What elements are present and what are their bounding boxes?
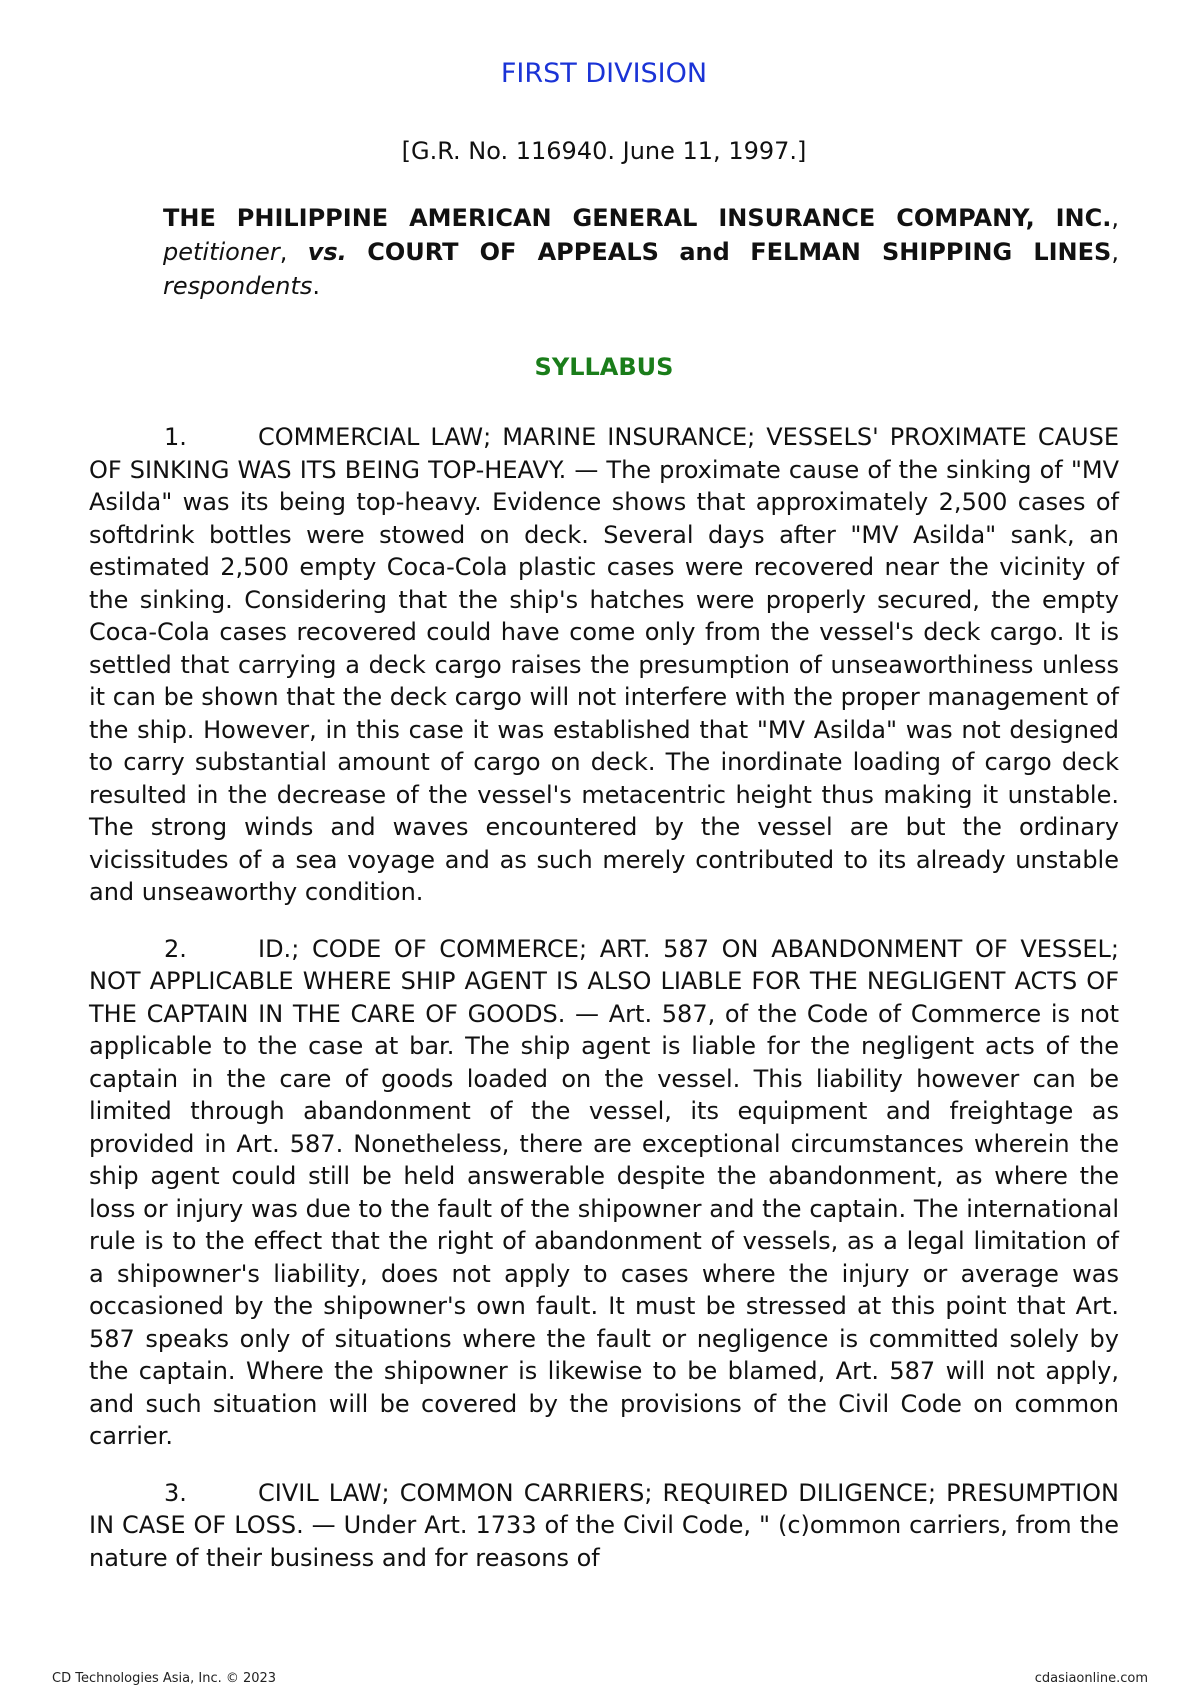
petitioner-name: THE PHILIPPINE AMERICAN GENERAL INSURANCE COMPANY, INC. — [163, 204, 1112, 232]
syllabus-item-text: CIVIL LAW; COMMON CARRIERS; REQUIRED DILIGENCE; PRESUMPTION IN CASE OF LOSS. — Under Art. 1733 of the Civil Code, " (c)ommon carriers, from the nature of their business and for reasons of — [89, 1478, 1119, 1572]
syllabus-item-text: COMMERCIAL LAW; MARINE INSURANCE; VESSELS' PROXIMATE CAUSE OF SINKING WAS ITS BEING TOP-HEAVY. — The proximate cause of the sinking of "MV Asilda" was its being top-heavy. Evidence shows that approximately 2,500 cases of softdrink bottles were stowed on deck. Several days after "MV Asilda" sank, an estimated 2,500 empty Coca-Cola plastic cases were recovered near the vicinity of the sinking. Considering that the ship's hatches were properly secured, the empty Coca-Cola cases recovered could have come only from the vessel's deck cargo. It is settled that carrying a deck cargo raises the presumption of unseaworthiness unless it can be shown that the deck cargo will not interfere with the proper management of the ship. However, in this case it was established that "MV Asilda" was not designed to carry substantial amount of cargo on deck. The inordinate loading of cargo deck resulted in the decrease of the vessel's metacentric height thus making it unstable. The strong winds and waves encountered by the vessel are but the ordinary vicissitudes of a sea voyage and as such merely contributed to its already unstable and unseaworthy condition. — [89, 423, 1119, 906]
footer-copyright: CD Technologies Asia, Inc. © 2023 — [52, 1671, 277, 1686]
case-number: [G.R. No. 116940. June 11, 1997.] — [401, 137, 807, 165]
syllabus-item-number: 2. — [164, 934, 187, 963]
footer-website: cdasiaonline.com — [1034, 1671, 1148, 1686]
petitioner-role: petitioner — [163, 238, 280, 266]
case-parties: THE PHILIPPINE AMERICAN GENERAL INSURANCE COMPANY, INC., petitioner, vs. COURT OF APPEALS and FELMAN SHIPPING LINES, respondents. — [163, 204, 1119, 300]
syllabus-item-number: 1. — [164, 423, 187, 451]
respondent-name-2: FELMAN SHIPPING LINES — [750, 238, 1112, 266]
versus: vs. — [307, 238, 347, 266]
respondents-role: respondents — [163, 272, 313, 300]
respondent-name-1: COURT OF APPEALS — [367, 238, 659, 266]
syllabus-item — [89, 933, 1119, 1453]
division-heading: FIRST DIVISION — [500, 58, 708, 89]
syllabus-item-text: ID.; CODE OF COMMERCE; ART. 587 ON ABANDONMENT OF VESSEL; NOT APPLICABLE WHERE SHIP AGENT IS ALSO LIABLE FOR THE NEGLIGENT ACTS OF THE CAPTAIN IN THE CARE OF GOODS. — Art. 587, of the Code of Commerce is not applicable to the case at bar. The ship agent is liable for the negligent acts of the captain in the care of goods loaded on the vessel. This liability however can be limited through abandonment of the vessel, its equipment and freightage as provided in Art. 587. Nonetheless, there are exceptional circumstances wherein the ship agent could still be held answerable despite the abandonment, as where the loss or injury was due to the fault of the shipowner and the captain. The international rule is to the effect that the right of abandonment of vessels, as a legal limitation of a shipowner's liability, does not apply to cases where the injury or average was occasioned by the shipowner's own fault. It must be stressed at this point that Art. 587 speaks only of situations where the fault or negligence is committed solely by the captain. Where the shipowner is likewise to be blamed, Art. 587 will not apply, and such situation will be covered by the provisions of the Civil Code on common carrier. — [89, 934, 1119, 1450]
syllabus-item-number: 3. — [164, 1478, 187, 1507]
respondents-and: and — [679, 238, 730, 266]
syllabus-item — [89, 421, 1119, 909]
document-page — [89, 50, 1119, 1574]
syllabus-item — [89, 1477, 1119, 1575]
syllabus-heading: SYLLABUS — [534, 353, 674, 381]
